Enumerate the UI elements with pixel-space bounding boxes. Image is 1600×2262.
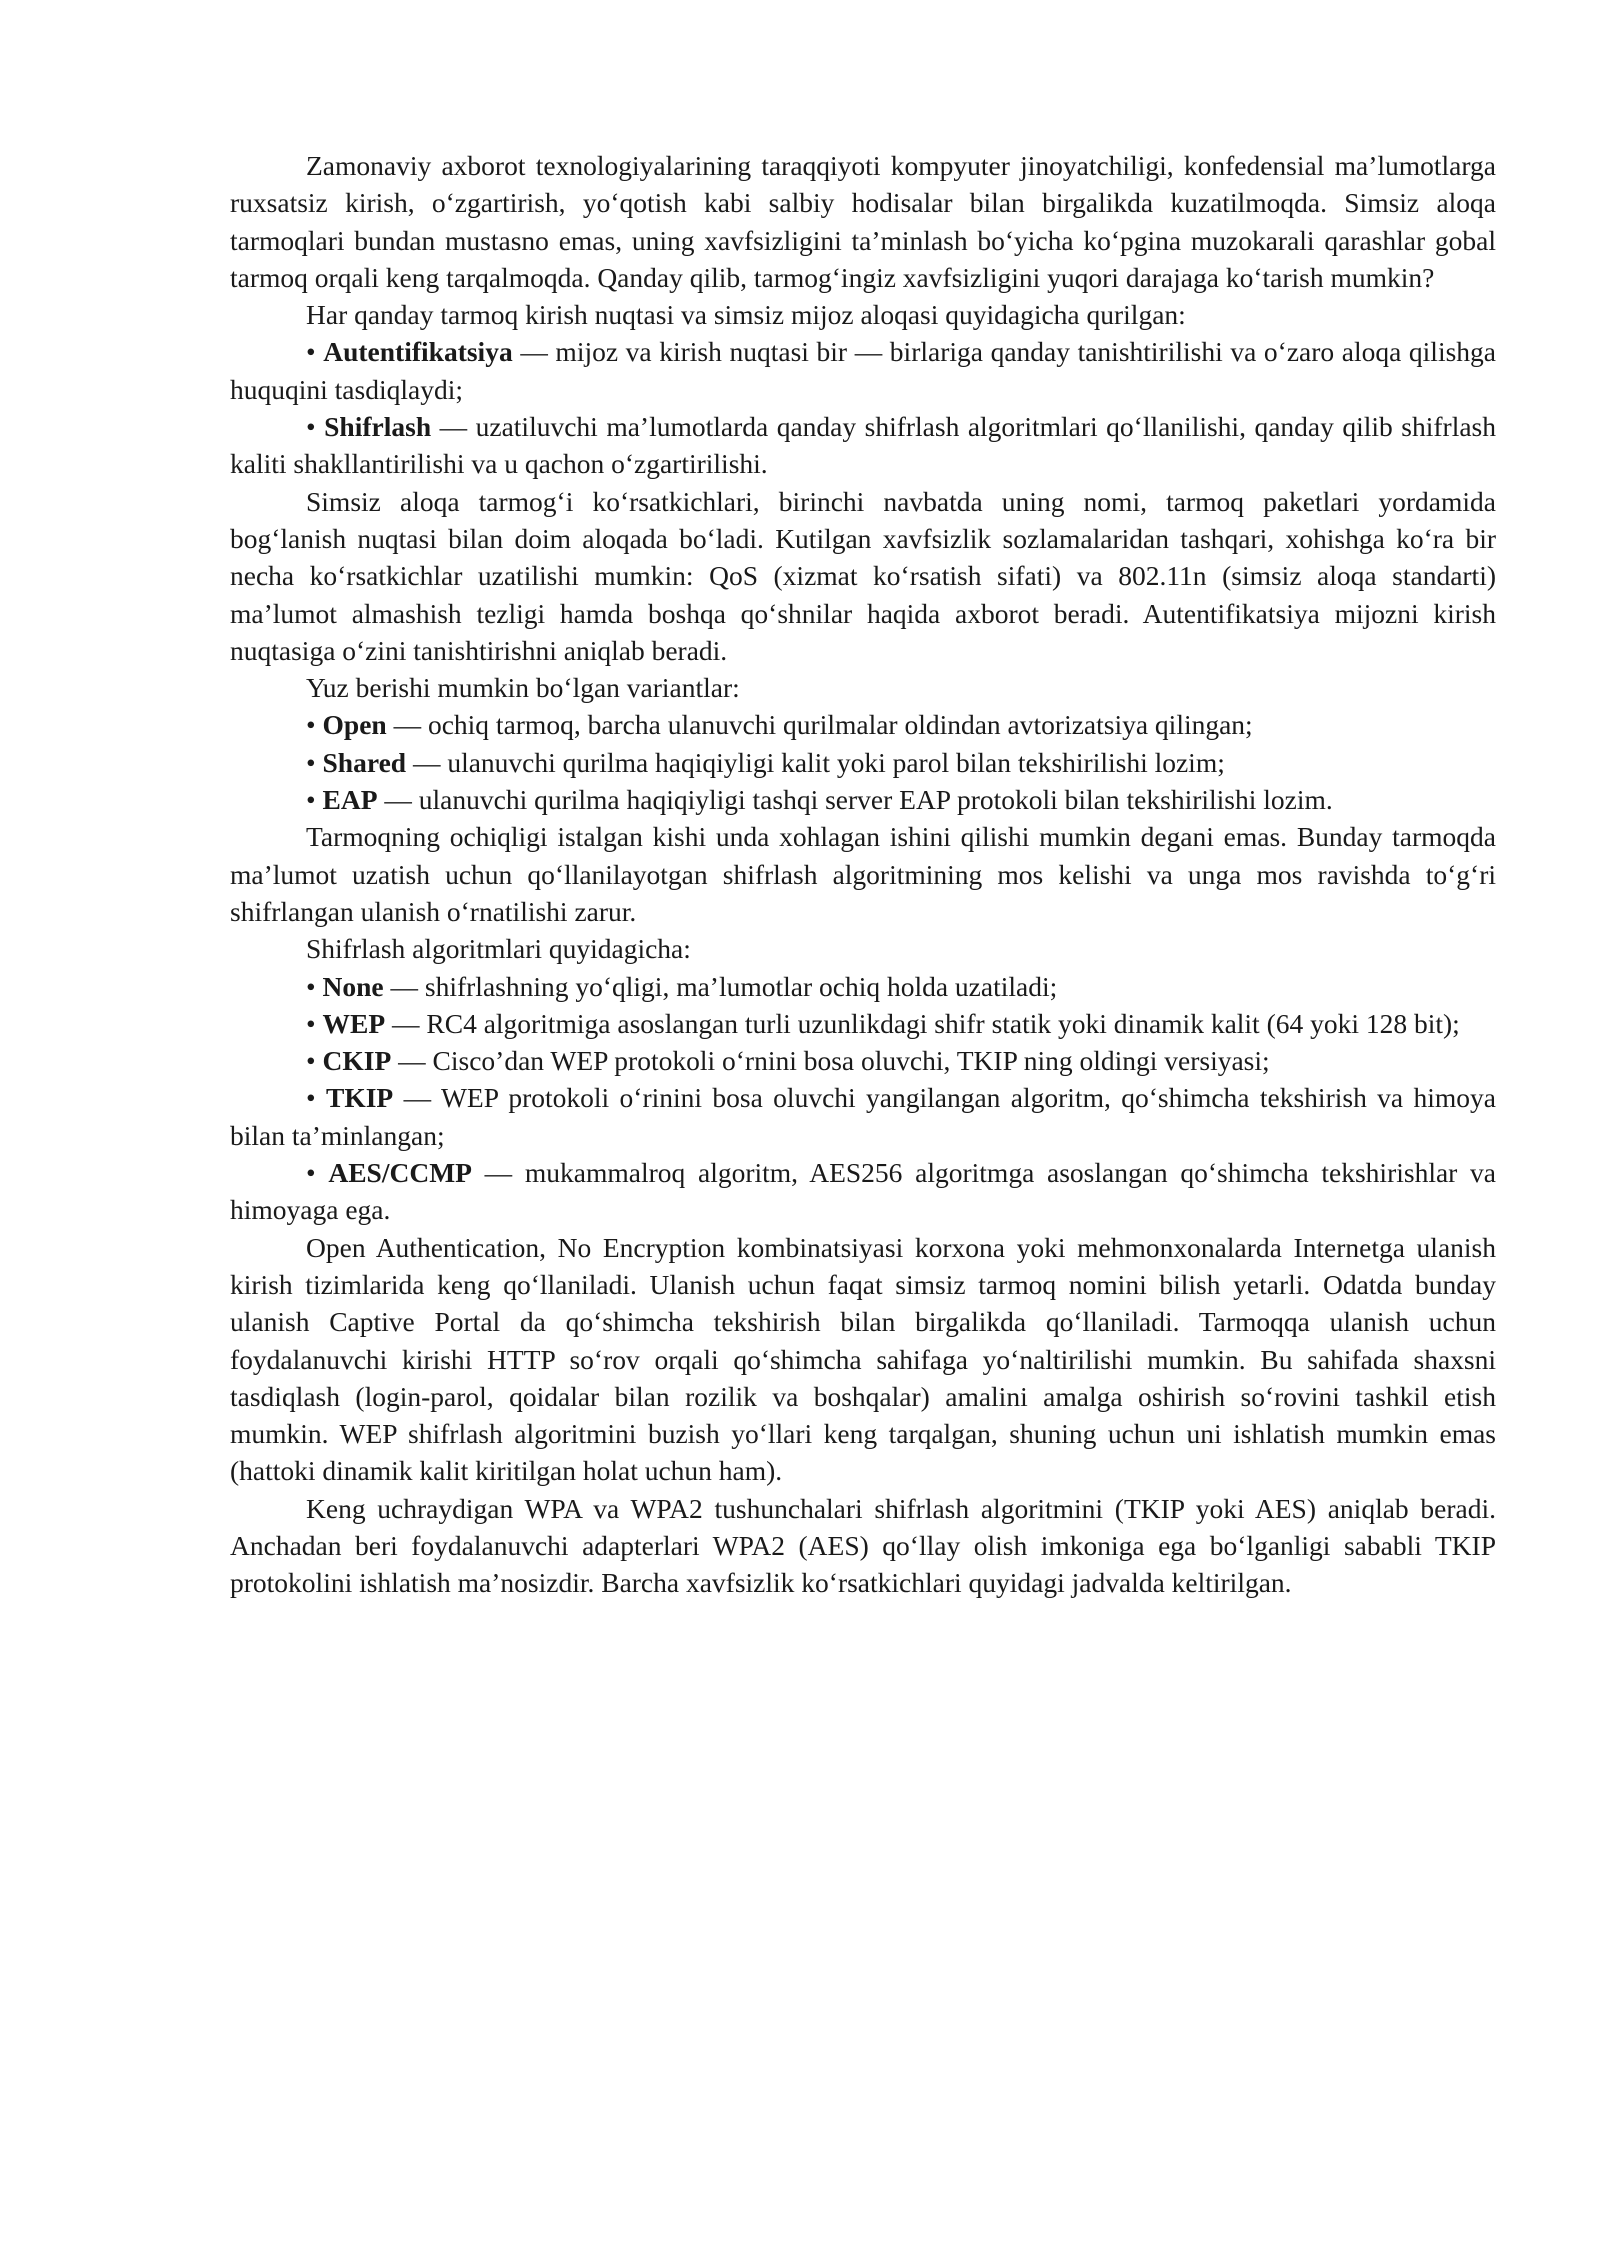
bullet-term: WEP <box>322 1007 386 1039</box>
bullet-term: Shared <box>322 746 407 778</box>
bullet-text: — ochiq tarmoq, barcha ulanuvchi qurilmalar oldindan avtorizatsiya qilingan; <box>386 709 1253 741</box>
bullet-text: — shifrlashning yoʻqligi, ma’lumotlar ochiq holda uzatiladi; <box>383 970 1058 1002</box>
bullet-term: None <box>322 970 384 1002</box>
bullet-term: Shifrlash <box>324 411 432 443</box>
bullet-text: — Cisco’dan WEP protokoli oʻrnini bosa oluvchi, TKIP ning oldingi versiyasi; <box>391 1045 1270 1077</box>
bullet-text: — ulanuvchi qurilma haqiqiyligi tashqi server EAP protokoli bilan tekshirilishi lozim. <box>377 784 1333 816</box>
openness-paragraph: Tarmoqning ochiqligi istalgan kishi unda xohlagan ishini qilishi mumkin degani emas. Bunday tarmoqda ma’lumot uzatish uchun qoʻllanilayotgan shifrlash algoritmining mos kelishi va unga mos ravishda toʻgʻri shifrlangan ulanish oʻrnatilishi zarur. <box>230 821 1496 927</box>
intro-paragraph: Zamonaviy axborot texnologiyalarining taraqqiyoti kompyuter jinoyatchiligi, konfedensial ma’lumotlarga ruxsatsiz kirish, oʻzgartirish, yoʻqotish kabi salbiy hodisalar bilan birgalikda kuzatilmoqda. Simsiz aloqa tarmoqlari bundan mustasno emas, uning xavfsizligini ta’minlash boʻyicha koʻpgina muzokarali qarashlar gobal tarmoq orqali keng tarqalmoqda. Qanday qilib, tarmogʻingiz xavfsizligini yuqori darajaga koʻtarish mumkin? <box>230 150 1496 293</box>
bullet-text: — WEP protokoli oʻrinini bosa oluvchi yangilangan algoritm, qoʻshimcha tekshirish va himoya bilan ta’minlangan; <box>230 1082 1496 1151</box>
algorithm-item-tkip: • TKIP — WEP protokoli oʻrinini bosa oluvchi yangilangan algoritm, qoʻshimcha tekshirish va himoya bilan ta’minlangan; <box>230 1082 1496 1151</box>
algorithm-item-wep: • WEP — RC4 algoritmiga asoslangan turli uzunlikdagi shifr statik yoki dinamik kalit (64 yoki 128 bit); <box>306 1007 1460 1039</box>
variant-item-open: • Open — ochiq tarmoq, barcha ulanuvchi qurilmalar oldindan avtorizatsiya qilingan; <box>306 709 1253 741</box>
bullet-text: — mukammalroq algoritm, AES256 algoritmga asoslangan qoʻshimcha tekshirishlar va himoyaga ega. <box>230 1157 1496 1226</box>
algorithm-item-none: • None — shifrlashning yoʻqligi, ma’lumotlar ochiq holda uzatiladi; <box>306 970 1058 1002</box>
document-body <box>230 147 1496 1602</box>
variants-lead: Yuz berishi mumkin boʻlgan variantlar: <box>306 672 740 704</box>
bullet-text: — mijoz va kirish nuqtasi bir — birlariga qanday tanishtirilishi va oʻzaro aloqa qilishga huquqini tasdiqlaydi; <box>230 336 1496 405</box>
algorithm-item-ckip: • CKIP — Cisco’dan WEP protokoli oʻrnini bosa oluvchi, TKIP ning oldingi versiyasi; <box>306 1045 1270 1077</box>
bullet-term: CKIP <box>322 1045 392 1077</box>
bullet-term: EAP <box>322 784 378 816</box>
structure-item-encryption: • Shifrlash — uzatiluvchi ma’lumotlarda qanday shifrlash algoritmlari qoʻllanilishi, qanday qilib shifrlash kaliti shakllantirilishi va u qachon oʻzgartirilishi. <box>230 411 1496 480</box>
variant-item-shared: • Shared — ulanuvchi qurilma haqiqiyligi kalit yoki parol bilan tekshirilishi lozim; <box>306 746 1225 778</box>
bullet-text: — ulanuvchi qurilma haqiqiyligi kalit yoki parol bilan tekshirilishi lozim; <box>406 746 1225 778</box>
variant-item-eap: • EAP — ulanuvchi qurilma haqiqiyligi tashqi server EAP protokoli bilan tekshirilishi lozim. <box>306 784 1333 816</box>
bullet-text: — uzatiluvchi ma’lumotlarda qanday shifrlash algoritmlari qoʻllanilishi, qanday qilib shifrlash kaliti shakllantirilishi va u qachon oʻzgartirilishi. <box>230 411 1496 480</box>
bullet-term: Autentifikatsiya <box>323 336 513 368</box>
open-auth-paragraph: Open Authentication, No Encryption kombinatsiyasi korxona yoki mehmonxonalarda Internetga ulanish kirish tizimlarida keng qoʻllaniladi. Ulanish uchun faqat simsiz tarmoq nomini bilish yetarli. Odatda bunday ulanish Captive Portal da qoʻshimcha tekshirish bilan birgalikda qoʻllaniladi. Tarmoqqa ulanish uchun foydalanuvchi kirishi HTTP soʻrov orqali qoʻshimcha sahifaga yoʻnaltirilishi mumkin. Bu sahifada shaxsni tasdiqlash (login-parol, qoidalar bilan rozilik va boshqalar) amalini amalga oshirish soʻrovini tashkil etish mumkin. WEP shifrlash algoritmini buzish yoʻllari keng tarqalgan, shuning uchun uni ishlatish mumkin emas (hattoki dinamik kalit kiritilgan holat uchun ham). <box>230 1231 1496 1487</box>
algorithms-lead: Shifrlash algoritmlari quyidagicha: <box>306 933 691 965</box>
algorithm-item-aes-ccmp: • AES/CCMP — mukammalroq algoritm, AES256 algoritmga asoslangan qoʻshimcha tekshirishlar va himoyaga ega. <box>230 1157 1496 1226</box>
bullet-term: AES/CCMP <box>328 1157 472 1189</box>
bullet-term: TKIP <box>326 1082 394 1114</box>
structure-item-authentication: • Autentifikatsiya — mijoz va kirish nuqtasi bir — birlariga qanday tanishtirilishi va oʻzaro aloqa qilishga huquqini tasdiqlaydi; <box>230 336 1496 405</box>
params-paragraph: Simsiz aloqa tarmogʻi koʻrsatkichlari, birinchi navbatda uning nomi, tarmoq paketlari yordamida bogʻlanish nuqtasi bilan doim aloqada boʻladi. Kutilgan xavfsizlik sozlamalaridan tashqari, xohishga koʻra bir necha koʻrsatkichlar uzatilishi mumkin: QoS (xizmat koʻrsatish sifati) va 802.11n (simsiz aloqa standarti) ma’lumot almashish tezligi hamda boshqa qoʻshnilar haqida axborot beradi. Autentifikatsiya mijozni kirish nuqtasiga oʻzini tanishtirishni aniqlab beradi. <box>230 485 1496 666</box>
bullet-text: — RC4 algoritmiga asoslangan turli uzunlikdagi shifr statik yoki dinamik kalit (64 yoki 128 bit); <box>385 1007 1460 1039</box>
structure-lead: Har qanday tarmoq kirish nuqtasi va simsiz mijoz aloqasi quyidagicha qurilgan: <box>306 299 1186 331</box>
wpa-paragraph: Keng uchraydigan WPA va WPA2 tushunchalari shifrlash algoritmini (TKIP yoki AES) aniqlab beradi. Anchadan beri foydalanuvchi adapterlari WPA2 (AES) qoʻllay olish imkoniga ega boʻlganligi sababli TKIP protokolini ishlatish ma’nosizdir. Barcha xavfsizlik koʻrsatkichlari quyidagi jadvalda keltirilgan. <box>230 1492 1496 1599</box>
bullet-term: Open <box>322 709 387 741</box>
